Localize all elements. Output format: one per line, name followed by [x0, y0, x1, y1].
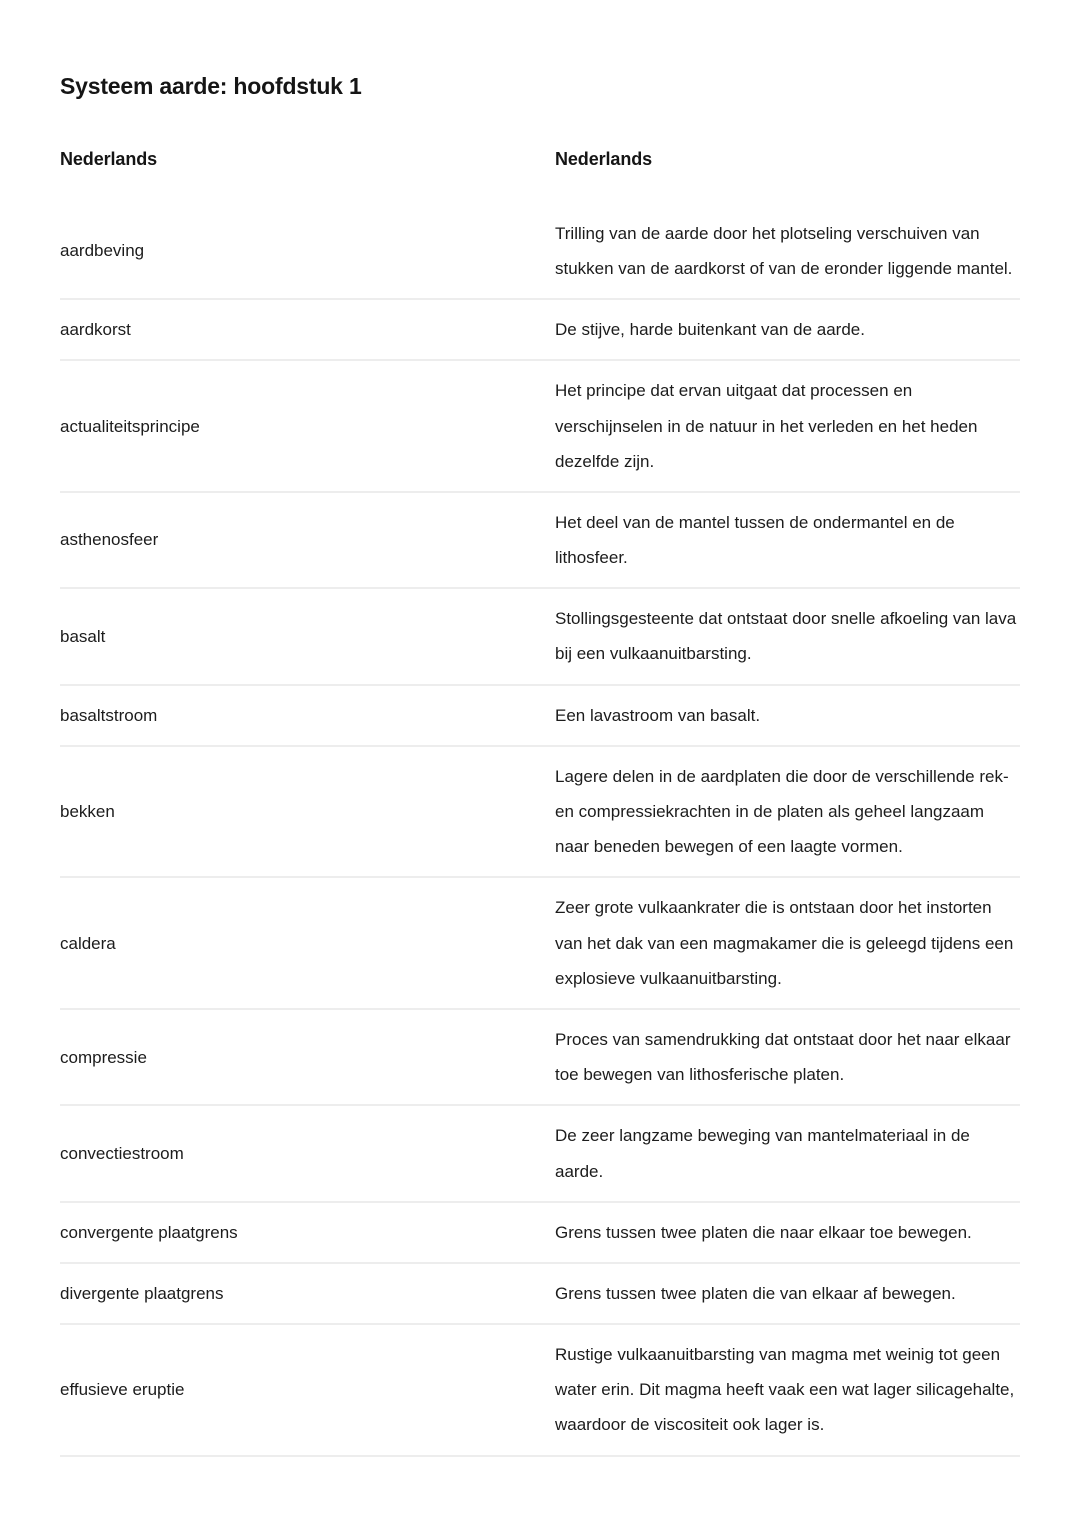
- column-header-definition: Nederlands: [555, 148, 653, 169]
- page-title: Systeem aarde: hoofdstuk 1: [60, 73, 362, 99]
- term-cell: convergente plaatgrens: [60, 1202, 555, 1263]
- term-cell: aardkorst: [60, 299, 555, 360]
- term-cell: bekken: [60, 746, 555, 878]
- definition-cell: [555, 1202, 1020, 1263]
- term-cell: actualiteitsprincipe: [60, 360, 555, 492]
- table-row: [60, 1009, 1020, 1105]
- definition-cell: [555, 877, 1020, 1009]
- table-row: [60, 1105, 1020, 1201]
- definition-text: Stollingsgesteente dat ontstaat door snelle afkoeling van lava bij een vulkaanuitbarsting.: [555, 609, 1017, 664]
- table-row: [60, 588, 1020, 684]
- definition-cell: [555, 1324, 1020, 1455]
- definition-text: Trilling van de aarde door het plotseling verschuiven van stukken van de aardkorst of van de eronder liggende mantel.: [555, 223, 1013, 278]
- table-row: [60, 685, 1020, 746]
- table-row: [60, 360, 1020, 492]
- definition-text: Lagere delen in de aardplaten die door de verschillende rek- en compressiekrachten in de platen als geheel langzaam naar beneden bewegen of een laagte vormen.: [555, 766, 1009, 857]
- definition-text: Een lavastroom van basalt.: [555, 705, 761, 725]
- table-row: [60, 492, 1020, 588]
- definition-text: Zeer grote vulkaankrater die is ontstaan door het instorten van het dak van een magmakamer die is geleegd tijdens een explosieve vulkaanuitbarsting.: [555, 898, 1014, 988]
- definition-cell: [555, 685, 1020, 746]
- table-row: [60, 299, 1020, 360]
- definition-cell: [555, 204, 1020, 299]
- definition-text: Grens tussen twee platen die van elkaar af bewegen.: [555, 1283, 956, 1303]
- term-cell: divergente plaatgrens: [60, 1263, 555, 1324]
- glossary-table: [60, 149, 1020, 1455]
- definition-text: Grens tussen twee platen die naar elkaar toe bewegen.: [555, 1222, 972, 1242]
- table-row: [60, 1263, 1020, 1324]
- definition-cell: [555, 360, 1020, 492]
- table-header-row: [60, 149, 1020, 204]
- term-cell: caldera: [60, 877, 555, 1009]
- term-cell: basaltstroom: [60, 685, 555, 746]
- definition-text: Proces van samendrukking dat ontstaat door het naar elkaar toe bewegen van lithosferische platen.: [555, 1029, 1011, 1085]
- table-row: [60, 204, 1020, 299]
- definition-cell: [555, 1009, 1020, 1105]
- term-cell: aardbeving: [60, 241, 145, 261]
- table-bottom-divider: [60, 1455, 1020, 1457]
- column-header-term: Nederlands: [60, 148, 158, 169]
- definition-text: Het principe dat ervan uitgaat dat processen en verschijnselen in de natuur in het verleden en het heden dezelfde zijn.: [555, 381, 978, 471]
- table-row: [60, 1324, 1020, 1455]
- definition-cell: [555, 1105, 1020, 1201]
- definition-text: Het deel van de mantel tussen de ondermantel en de lithosfeer.: [555, 512, 955, 568]
- table-row: [60, 877, 1020, 1009]
- table-row: [60, 746, 1020, 878]
- term-cell: compressie: [60, 1009, 555, 1105]
- table-body: [60, 204, 1020, 1455]
- term-cell: basalt: [60, 588, 555, 684]
- definition-text: Rustige vulkaanuitbarsting van magma met weinig tot geen water erin. Dit magma heeft vaak een wat lager silicagehalte, waardoor de viscositeit ook lager is.: [555, 1345, 1015, 1435]
- table-header: [60, 149, 1020, 204]
- table-row: [60, 1202, 1020, 1263]
- definition-text: De stijve, harde buitenkant van de aarde.: [555, 320, 865, 340]
- definition-text: De zeer langzame beweging van mantelmateriaal in de aarde.: [555, 1126, 970, 1181]
- term-cell: asthenosfeer: [60, 492, 555, 588]
- definition-cell: [555, 746, 1020, 878]
- definition-cell: [555, 492, 1020, 588]
- definition-cell: [555, 1263, 1020, 1324]
- definition-cell: [555, 299, 1020, 360]
- term-cell: convectiestroom: [60, 1105, 555, 1201]
- term-cell: effusieve eruptie: [60, 1324, 555, 1455]
- definition-cell: [555, 588, 1020, 684]
